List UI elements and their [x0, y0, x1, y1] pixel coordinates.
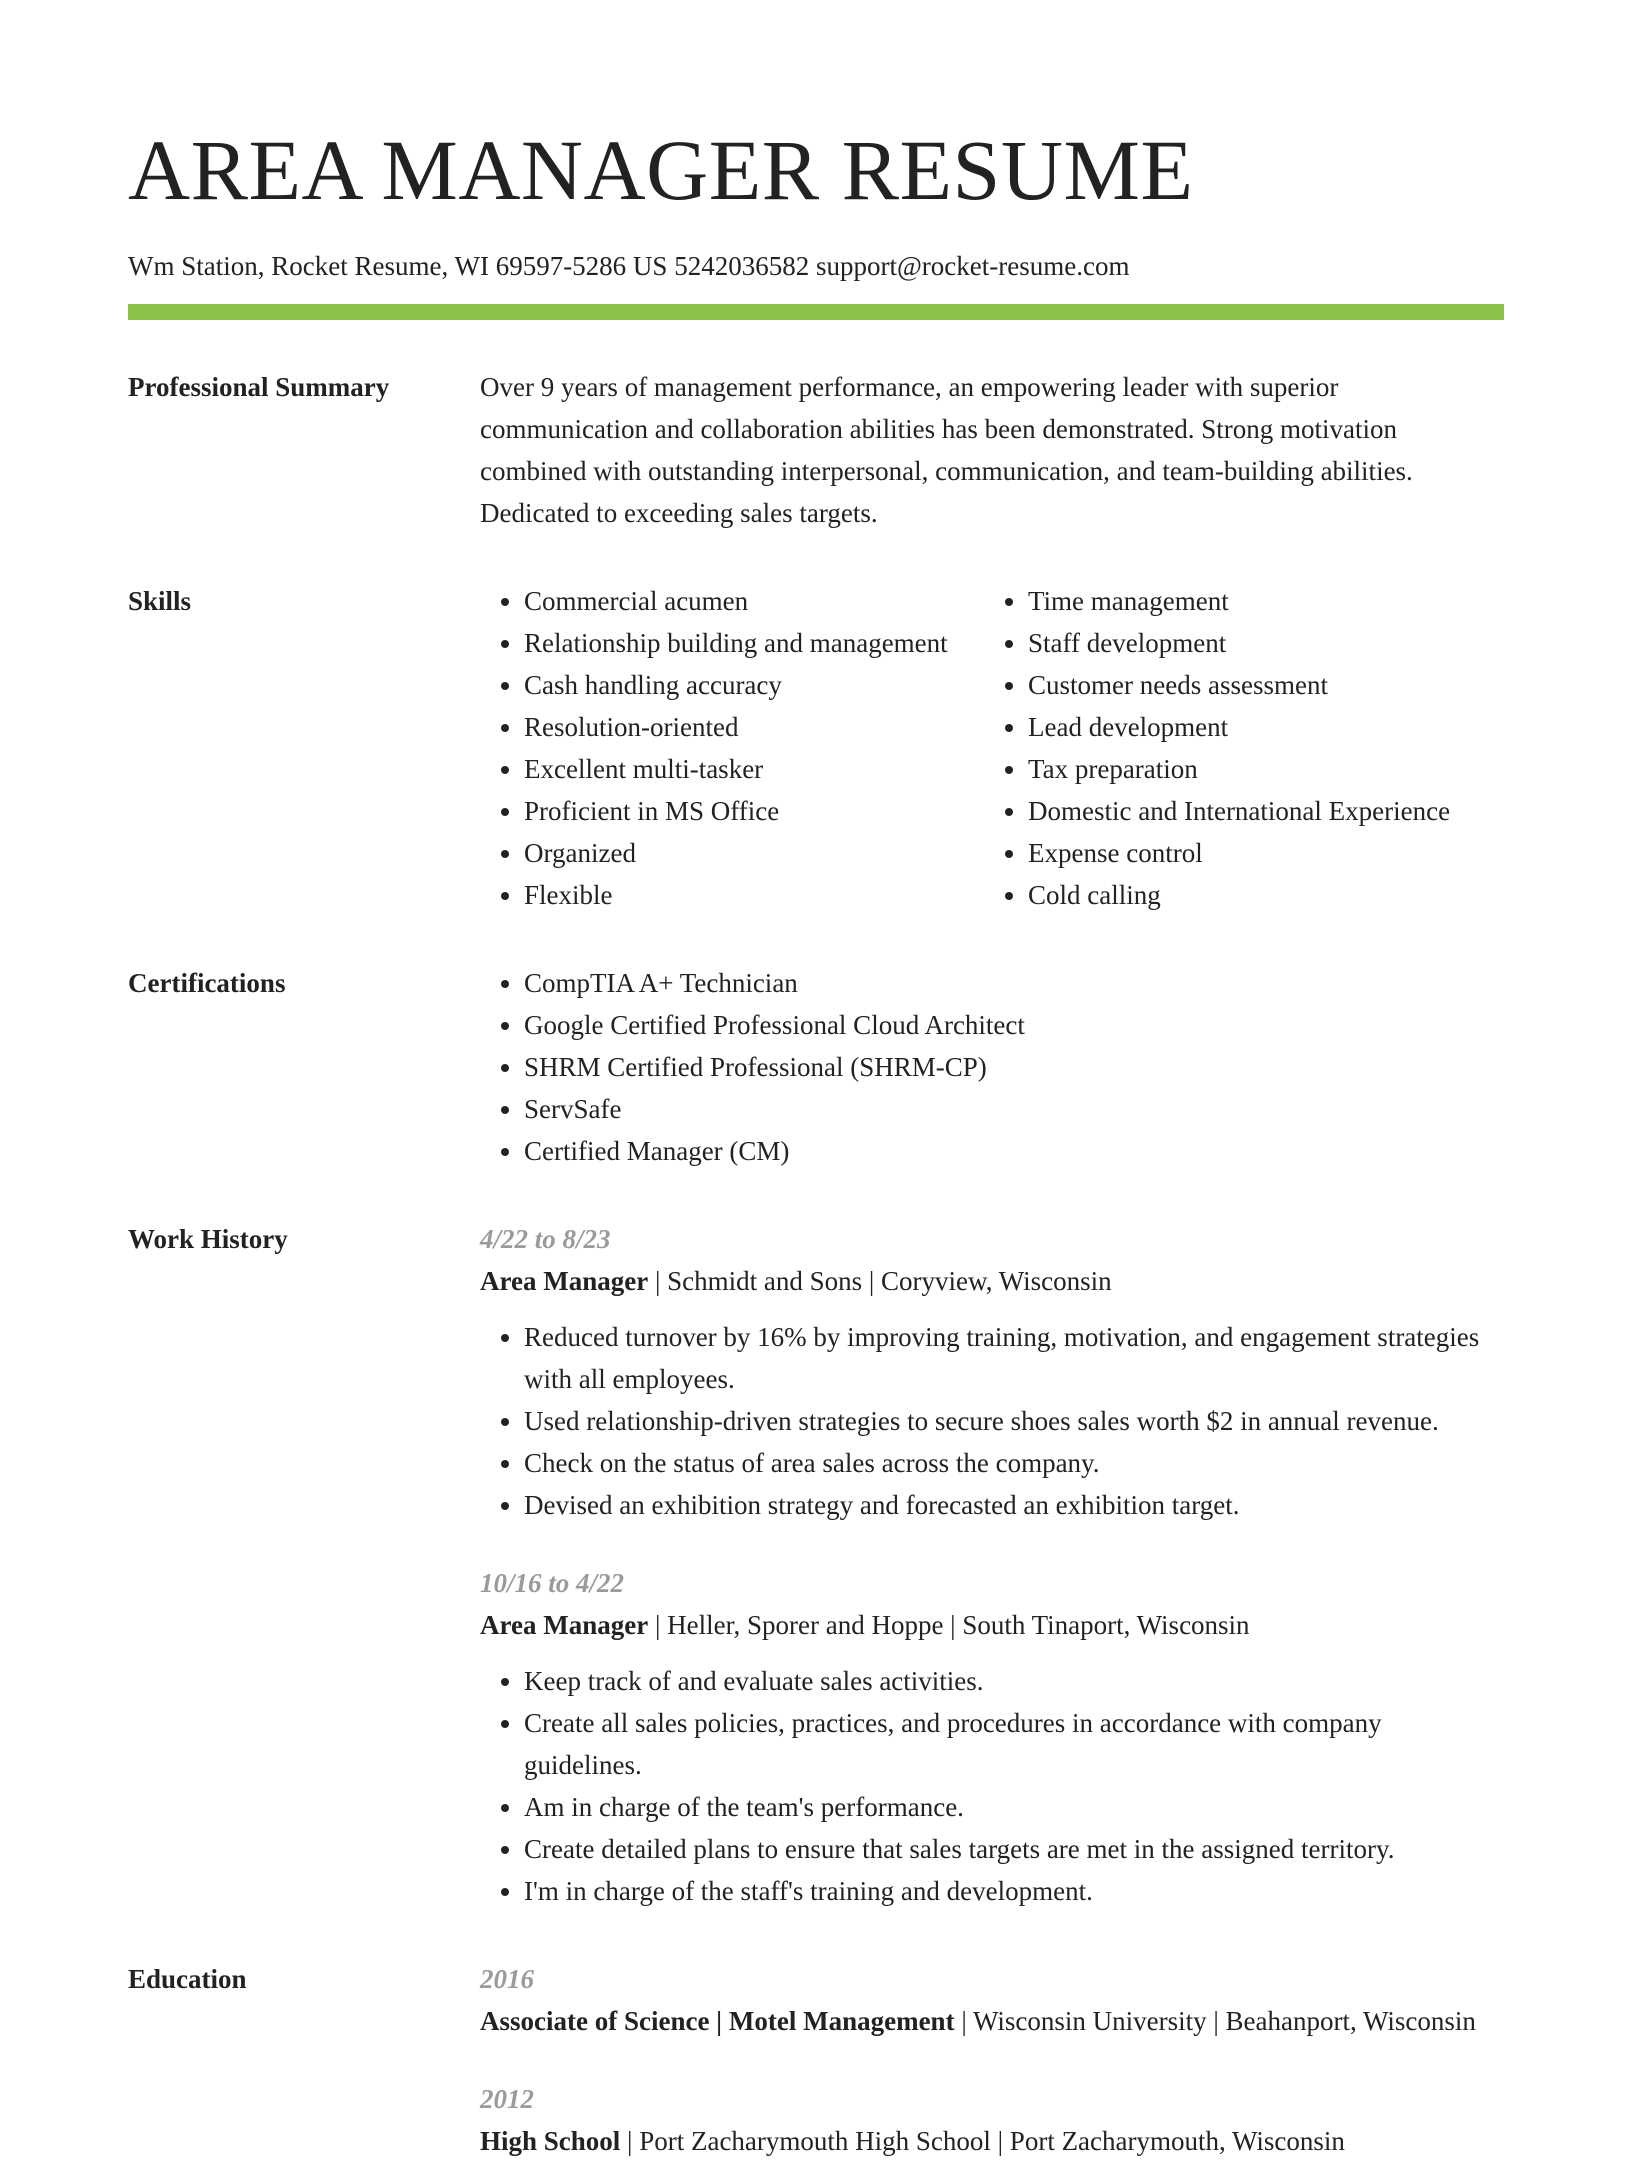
education-year: 2012	[480, 2084, 534, 2114]
education-year: 2016	[480, 1964, 534, 1994]
skill-item: • Cold calling	[1028, 874, 1588, 916]
resume-title: AREA MANAGER RESUME	[128, 122, 1194, 218]
skill-item: • Expense control	[1028, 832, 1588, 874]
job-company-location: | Schmidt and Sons | Coryview, Wisconsin	[648, 1266, 1112, 1296]
summary-body	[480, 366, 1504, 534]
education-heading	[480, 2120, 1504, 2162]
job-entry	[480, 1562, 1504, 1912]
certification-item: • Google Certified Professional Cloud Architect	[524, 1004, 1504, 1046]
skill-item: • Commercial acumen	[524, 580, 984, 622]
education-school-location: | Wisconsin University | Beahanport, Wisconsin	[954, 2006, 1476, 2036]
job-bullet: • Create detailed plans to ensure that sales targets are met in the assigned territory.	[524, 1828, 1504, 1870]
skill-item: • Resolution-oriented	[524, 706, 984, 748]
skills-list-right	[984, 580, 1588, 916]
certifications-section	[128, 966, 1504, 1172]
education-school-location: | Port Zacharymouth High School | Port Zacharymouth, Wisconsin	[620, 2126, 1345, 2156]
education-degree: High School	[480, 2126, 621, 2156]
skill-item: • Time management	[1028, 580, 1588, 622]
skill-item: • Flexible	[524, 874, 984, 916]
education-entry	[480, 1958, 1504, 2042]
accent-divider	[128, 304, 1504, 320]
job-bullet: • Used relationship-driven strategies to secure shoes sales worth $2 in annual revenue.	[524, 1400, 1504, 1442]
skills-grid	[480, 580, 1588, 916]
education-degree: Associate of Science | Motel Management	[480, 2006, 955, 2036]
certifications-body	[480, 962, 1504, 1172]
certification-item: • Certified Manager (CM)	[524, 1130, 1504, 1172]
job-bullet: • Am in charge of the team's performance.	[524, 1786, 1504, 1828]
job-heading	[480, 1604, 1504, 1646]
contact-line: Wm Station, Rocket Resume, WI 69597-5286 US 5242036582 support@rocket-resume.com	[128, 251, 1130, 281]
education-heading	[480, 2000, 1504, 2042]
skill-item: • Organized	[524, 832, 984, 874]
section-label-certifications: Certifications	[128, 968, 286, 998]
skill-item: • Excellent multi-tasker	[524, 748, 984, 790]
certification-item: • SHRM Certified Professional (SHRM-CP)	[524, 1046, 1504, 1088]
skill-item: • Proficient in MS Office	[524, 790, 984, 832]
job-bullet: • Reduced turnover by 16% by improving training, motivation, and engagement strategies with all employees.	[524, 1316, 1504, 1400]
skills-list-left	[480, 580, 984, 916]
job-bullet: • I'm in charge of the staff's training and development.	[524, 1870, 1504, 1912]
section-label-summary: Professional Summary	[128, 372, 390, 402]
skill-item: • Tax preparation	[1028, 748, 1588, 790]
work-history-body	[480, 1218, 1504, 1912]
job-bullet: • Check on the status of area sales across the company.	[524, 1442, 1504, 1484]
section-label-education: Education	[128, 1964, 247, 1994]
job-dates: 10/16 to 4/22	[480, 1568, 625, 1598]
job-company-location: | Heller, Sporer and Hoppe | South Tinaport, Wisconsin	[648, 1610, 1250, 1640]
skill-item: • Relationship building and management	[524, 622, 984, 664]
education-body	[480, 1958, 1504, 2162]
job-bullets	[480, 1660, 1504, 1912]
skill-item: • Cash handling accuracy	[524, 664, 984, 706]
job-bullet: • Create all sales policies, practices, and procedures in accordance with company guidelines.	[524, 1702, 1504, 1786]
skill-item: • Domestic and International Experience	[1028, 790, 1588, 832]
resume-page	[128, 0, 1504, 2162]
job-title: Area Manager	[480, 1610, 649, 1640]
skills-body	[480, 580, 1588, 916]
job-bullet: • Devised an exhibition strategy and forecasted an exhibition target.	[524, 1484, 1504, 1526]
skills-section	[128, 584, 1504, 916]
job-title: Area Manager	[480, 1266, 649, 1296]
job-entry	[480, 1218, 1504, 1526]
summary-section	[128, 370, 1504, 534]
skill-item: • Staff development	[1028, 622, 1588, 664]
education-section	[128, 1962, 1504, 2162]
certification-item: • ServSafe	[524, 1088, 1504, 1130]
job-bullet: • Keep track of and evaluate sales activities.	[524, 1660, 1504, 1702]
job-dates: 4/22 to 8/23	[480, 1224, 611, 1254]
work-history-section	[128, 1222, 1504, 1912]
summary-text: Over 9 years of management performance, an empowering leader with superior communication and collaboration abilities has been demonstrated. Strong motivation combined with outstanding interpersonal, communication, and team-building abilities. Dedicated to exceeding sales targets.	[480, 372, 1413, 528]
job-heading	[480, 1260, 1504, 1302]
job-bullets	[480, 1316, 1504, 1526]
certifications-list	[480, 962, 1504, 1172]
skill-item: • Customer needs assessment	[1028, 664, 1588, 706]
education-entry	[480, 2078, 1504, 2162]
section-label-skills: Skills	[128, 586, 192, 616]
skill-item: • Lead development	[1028, 706, 1588, 748]
certification-item: • CompTIA A+ Technician	[524, 962, 1504, 1004]
section-label-work-history: Work History	[128, 1224, 288, 1254]
